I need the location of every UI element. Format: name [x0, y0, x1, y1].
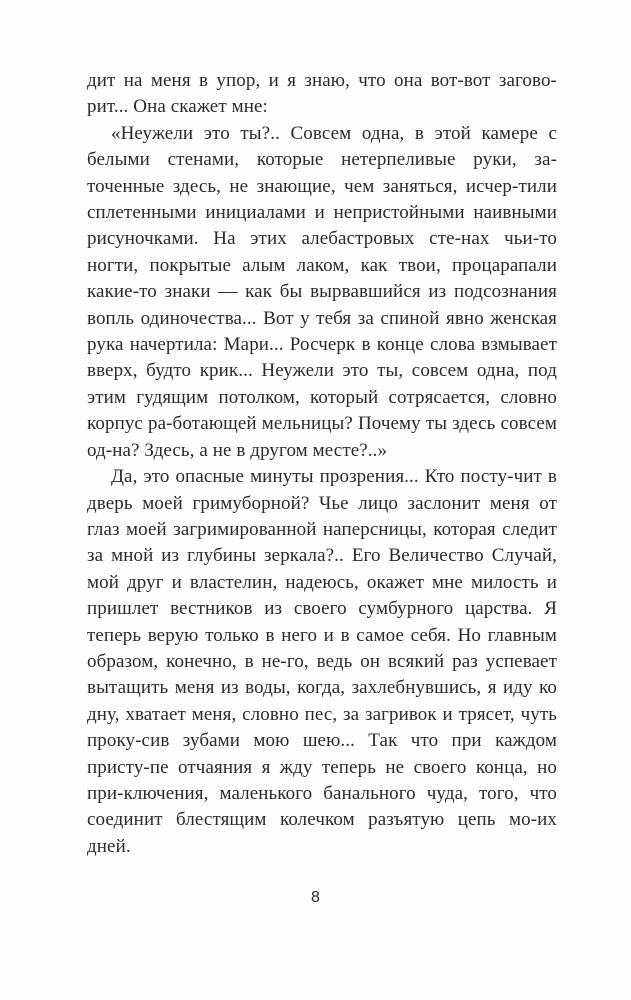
paragraph-2: «Неужели это ты?.. Совсем одна, в этой камере с белыми стенами, которые нетерпеливые руки, за-точенные здесь, не знающие, чем заняться, исчер-тили сплетенными инициалами и непристойными наивными рисуночками. На этих алебастровых сте-нах чьи-то ногти, покрытые алым лаком, как твои, процарапали какие-то знаки — как бы вырвавшийся из подсознания вопль одиночества... Вот у тебя за спиной явно женская рука начертила: Мари... Росчерк в конце слова взмывает вверх, будто крик... Неужели это ты, совсем одна, под этим гудящим потолком, который сотрясается, словно корпус ра-ботающей мельницы? Почему ты здесь совсем од-на? Здесь, а не в другом месте?..» — [87, 122, 557, 461]
paragraph-3: Да, это опасные минуты прозрения... Кто посту-чит в дверь моей гримуборной? Чье лицо заслонит меня от глаз моей загримированной наперсницы, которая следит за мной из глубины зеркала?.. Его Величество Случай, мой друг и властелин, надеюсь, окажет мне милость и пришлет вестников из своего сумбурного царства. Я теперь верую только в него и в самое себя. Но главным образом, конечно, в не-го, ведь он всякий раз успевает вытащить меня из воды, когда, захлебнувшись, я иду ко дну, хватает меня, словно пес, за загривок и трясет, чуть проку-сив зубами мою шею... Так что при каждом присту-пе отчаяния я жду теперь не своего конца, но при-ключения, маленького банального чуда, того, что соединит блестящим колечком разъятую цепь мо-их дней. — [87, 466, 557, 857]
page-number: 8 — [311, 889, 320, 906]
paragraph-1: дит на меня в упор, и я знаю, что она вот-вот загово-рит... Она скажет мне: — [87, 70, 557, 118]
body-text — [87, 68, 557, 860]
